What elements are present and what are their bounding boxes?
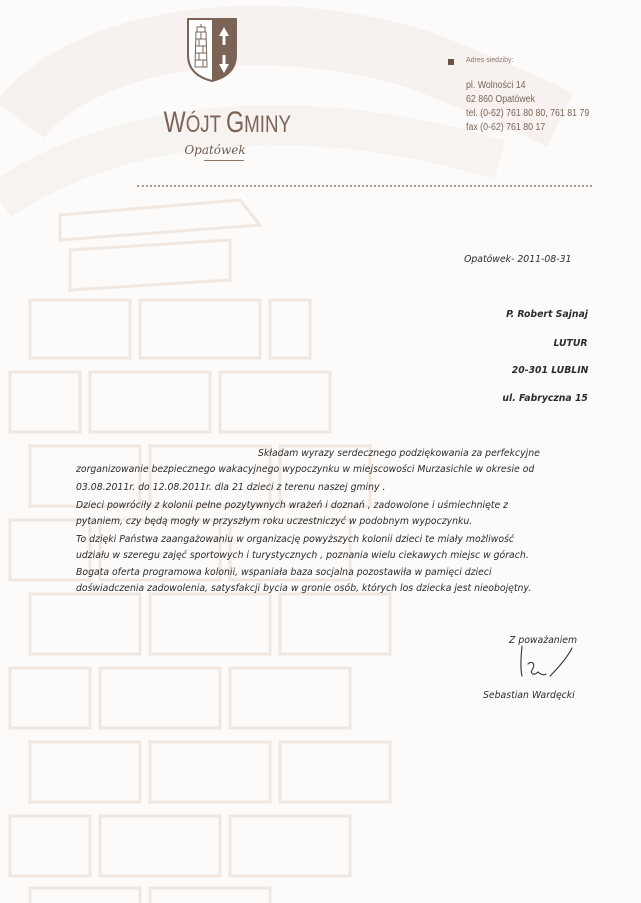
recipient-company: LUTUR — [553, 338, 588, 349]
body-line: Dzieci powróciły z kolonii pełne pozytywnych wrażeń i doznań , zadowolone i uśmiechnięte z — [76, 500, 509, 511]
body-line: zorganizowanie bezpiecznego wakacyjnego wypoczynku w miejscowości Murzasichle w okresie od — [76, 464, 535, 475]
wojt-gminy-title: WÓJT GMINY — [163, 106, 291, 139]
signatory-name: Sebastian Wardęcki — [483, 690, 575, 701]
address-label: Adres siedziby: — [466, 57, 514, 64]
address-tel: tel. (0-62) 761 80 80, 761 81 79 — [466, 108, 590, 119]
body-line: udziału w szeregu zajęć sportowych i turystycznych , poznania wielu ciekawych miejsc w górach. — [76, 550, 529, 561]
body-line: Składam wyrazy serdecznego podziękowania za perfekcyjne — [258, 448, 540, 459]
address-fax: fax (0-62) 761 80 17 — [466, 122, 546, 133]
address-street: pl. Wolności 14 — [466, 80, 526, 91]
recipient-name: P. Robert Sajnaj — [506, 309, 588, 320]
logo-underline — [204, 160, 244, 161]
body-line: 03.08.2011r. do 12.08.2011r. dla 21 dzieci z terenu naszej gminy . — [76, 482, 386, 493]
body-line: To dzięki Państwa zaangażowaniu w organizację powyższych kolonii dzieci te miały możliwość — [76, 534, 514, 545]
date-line: Opatówek- 2011-08-31 — [463, 254, 571, 265]
logo-subtitle: Opatówek — [184, 143, 246, 157]
body-line: doświadczenia zadowolenia, satysfakcji bycia w gronie osób, których los dziecka jest nieobojętny. — [76, 583, 532, 594]
dotted-divider — [137, 185, 592, 187]
recipient-city: 20-301 LUBLIN — [511, 365, 588, 376]
handwritten-signature — [510, 640, 580, 686]
closing: Z poważaniem — [509, 635, 578, 646]
square-bullet-icon — [448, 59, 454, 65]
body-line: Bogata oferta programowa kolonii, wspaniała baza socjalna pozostawiła w pamięci dzieci — [76, 567, 492, 578]
address-postal: 62 860 Opatówek — [466, 94, 535, 105]
coat-of-arms-icon — [186, 17, 238, 83]
body-line: pytaniem, czy będą mogły w przyszłym roku uczestniczyć w podobnym wypoczynku. — [76, 516, 473, 527]
recipient-street: ul. Fabryczna 15 — [502, 393, 588, 404]
